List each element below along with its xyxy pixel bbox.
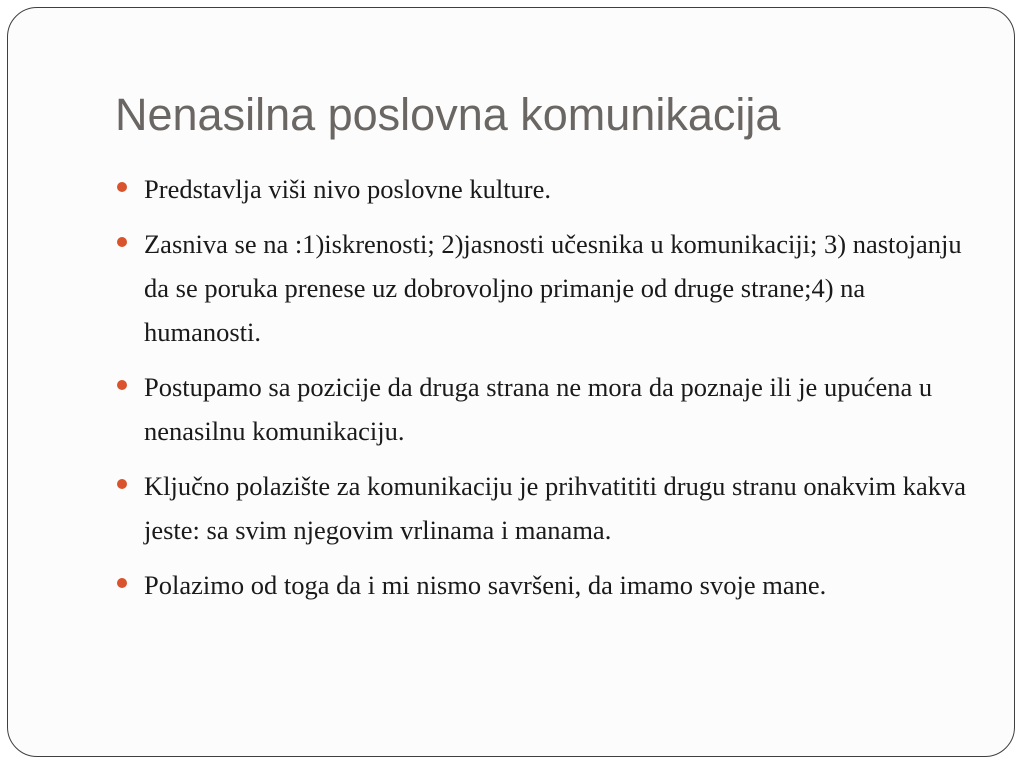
bullet-text: Zasniva se na :1)iskrenosti; 2)jasnosti učesnika u komunikaciji; 3) nastojanju da se poruka prenese uz dobrovoljno primanje od druge strane;4) na humanosti. — [144, 229, 962, 347]
bullet-dot-icon — [117, 380, 127, 390]
bullet-item — [116, 167, 976, 211]
bullet-text: Predstavlja viši nivo poslovne kulture. — [144, 174, 552, 204]
bullet-dot-icon — [117, 479, 127, 489]
bullet-text: Ključno polazište za komunikaciju je prihvatititi drugu stranu onakvim kakva jeste: sa svim njegovim vrlinama i manama. — [144, 471, 967, 545]
bullet-dot-icon — [117, 182, 127, 192]
bullet-item — [116, 563, 976, 607]
bullet-dot-icon — [117, 237, 127, 247]
bullet-dot-icon — [117, 578, 127, 588]
slide-title: Nenasilna poslovna komunikacija — [115, 89, 781, 140]
bullet-item — [116, 222, 976, 354]
bullet-text: Postupamo sa pozicije da druga strana ne mora da poznaje ili je upućena u nenasilnu komunikaciju. — [144, 372, 933, 446]
bullet-item — [116, 365, 976, 453]
bullet-list — [116, 167, 976, 618]
bullet-item — [116, 464, 976, 552]
bullet-text: Polazimo od toga da i mi nismo savršeni, da imamo svoje mane. — [144, 570, 827, 600]
